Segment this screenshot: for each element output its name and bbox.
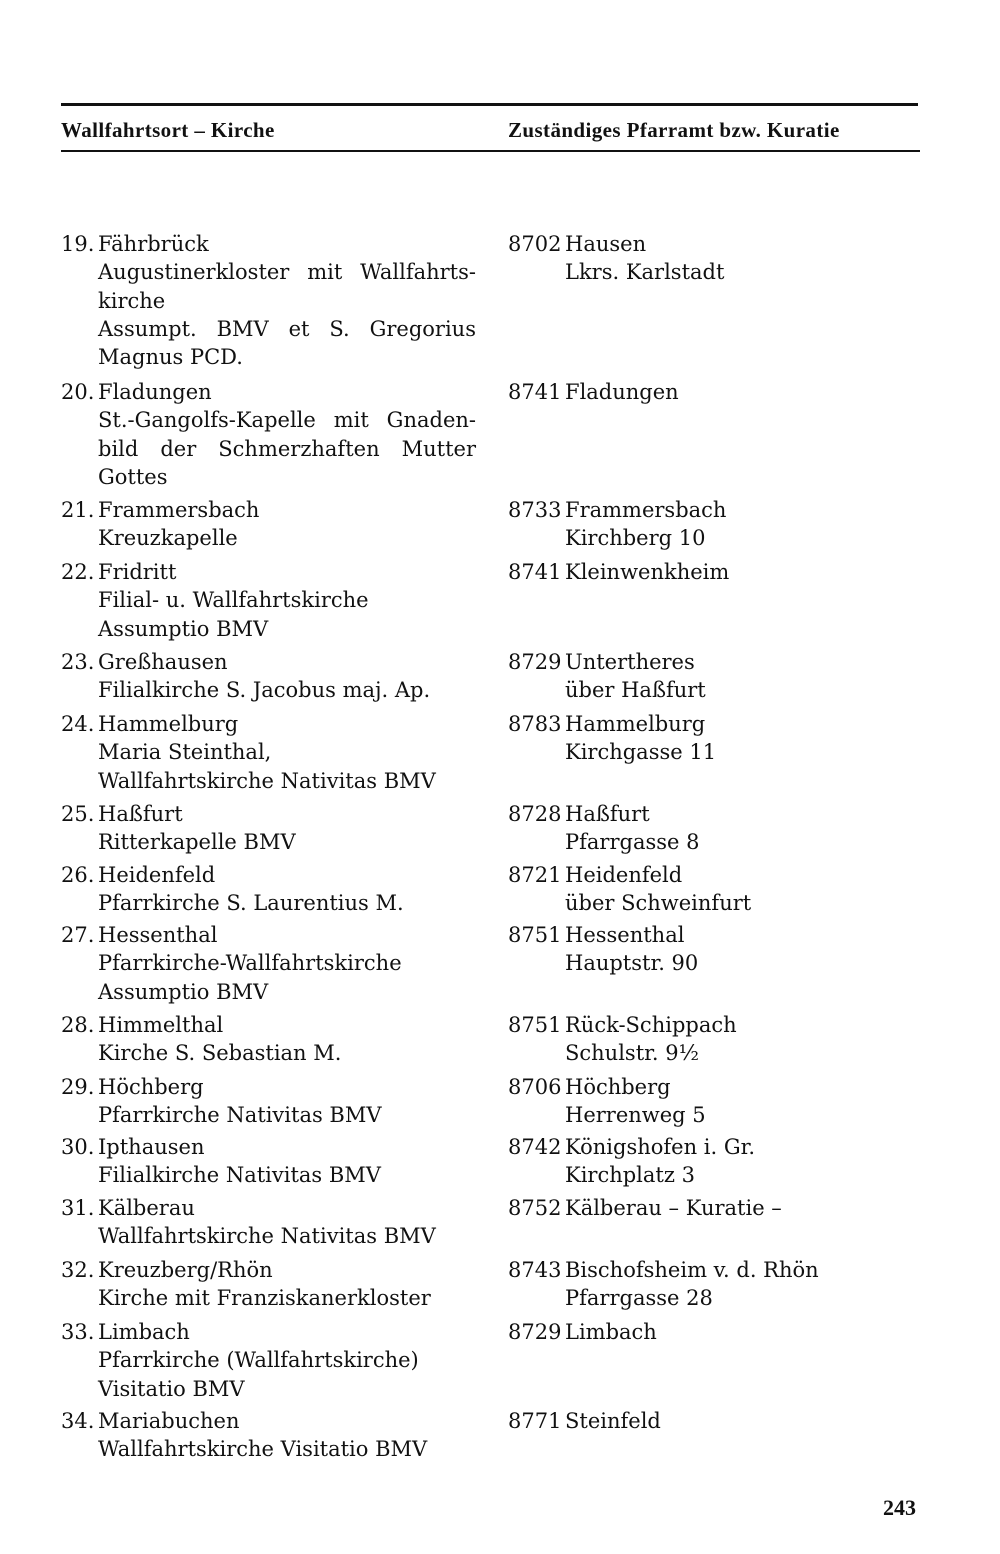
- entry-site-detail: Assumpt. BMV et S. Gregorius: [98, 316, 476, 341]
- column-header-parish-office: Zuständiges Pfarramt bzw. Kuratie: [508, 118, 840, 142]
- entry-site-description: [98, 648, 476, 705]
- entry-parish-address: [565, 230, 925, 287]
- entry-parish-town: Hausen: [565, 232, 647, 256]
- entry-parish-address: [565, 1011, 925, 1068]
- entry-parish-address: [565, 710, 925, 767]
- entry-postal-code: 8706: [508, 1075, 562, 1099]
- entry-parish-street: Kirchplatz 3: [565, 1163, 695, 1188]
- entry-site-description: [98, 1407, 476, 1464]
- entry-postal-code: 8729: [508, 650, 562, 674]
- entry-parish-town: Untertheres: [565, 650, 695, 674]
- entry-number: 26.: [61, 863, 95, 887]
- entry-site-name: Hessenthal: [98, 923, 218, 947]
- entry-site-detail: Filialkirche S. Jacobus maj. Ap.: [98, 678, 431, 703]
- entry-site-detail: bild der Schmerzhaften Mutter: [98, 436, 476, 461]
- entry-site-description: [98, 1011, 476, 1068]
- entry-site-detail: Kirche S. Sebastian M.: [98, 1041, 342, 1066]
- entry-site-detail: Kirche mit Franziskanerkloster: [98, 1286, 431, 1311]
- entry-parish-street: Schulstr. 9½: [565, 1041, 699, 1066]
- entry-number: 29.: [61, 1075, 95, 1099]
- entry-site-name: Greßhausen: [98, 650, 228, 674]
- entry-site-name: Kreuzberg/Rhön: [98, 1258, 273, 1282]
- entry-postal-code: 8742: [508, 1135, 562, 1159]
- entry-site-detail: St.-Gangolfs-Kapelle mit Gnaden-: [98, 408, 476, 433]
- entry-postal-code: 8783: [508, 712, 562, 736]
- entry-number: 32.: [61, 1258, 95, 1282]
- entry-site-name: Kälberau: [98, 1196, 195, 1220]
- entry-site-detail: Pfarrkirche (Wallfahrtskirche): [98, 1348, 419, 1373]
- entry-site-detail: Pfarrkirche S. Laurentius M.: [98, 891, 404, 916]
- entry-postal-code: 8771: [508, 1409, 562, 1433]
- entry-site-detail: Augustinerkloster mit Wallfahrts-: [98, 260, 476, 285]
- entry-number: 22.: [61, 560, 95, 584]
- entry-parish-town: Rück-Schippach: [565, 1013, 737, 1037]
- entry-number: 30.: [61, 1135, 95, 1159]
- entry-parish-town: Kleinwenkheim: [565, 560, 730, 584]
- entry-site-detail: Gottes: [98, 464, 168, 489]
- entry-site-detail: Assumptio BMV: [98, 979, 269, 1004]
- entry-site-description: [98, 1073, 476, 1130]
- entry-parish-address: [565, 496, 925, 553]
- entry-site-detail: Visitatio BMV: [98, 1376, 245, 1401]
- page-number: 243: [883, 1495, 916, 1520]
- entry-site-detail: Kreuzkapelle: [98, 526, 238, 551]
- entry-parish-address: [565, 1133, 925, 1190]
- entry-number: 31.: [61, 1196, 95, 1220]
- entry-site-detail: Pfarrkirche Nativitas BMV: [98, 1103, 382, 1128]
- entry-parish-town: Haßfurt: [565, 802, 650, 826]
- entry-number: 33.: [61, 1320, 95, 1344]
- entry-site-name: Höchberg: [98, 1075, 204, 1099]
- entry-parish-town: Frammersbach: [565, 498, 727, 522]
- entry-site-name: Fährbrück: [98, 232, 209, 256]
- header-top-rule: [61, 103, 918, 106]
- entry-parish-street: Hauptstr. 90: [565, 951, 699, 976]
- entry-parish-town: Königshofen i. Gr.: [565, 1135, 756, 1159]
- entry-parish-address: [565, 558, 925, 586]
- entry-site-detail: kirche: [98, 288, 166, 313]
- entry-site-description: [98, 1133, 476, 1190]
- entry-parish-town: Bischofsheim v. d. Rhön: [565, 1258, 819, 1282]
- entry-site-name: Haßfurt: [98, 802, 183, 826]
- entry-number: 28.: [61, 1013, 95, 1037]
- entry-site-detail: Assumptio BMV: [98, 616, 269, 641]
- header-bottom-rule: [61, 150, 920, 152]
- entry-parish-town: Heidenfeld: [565, 863, 683, 887]
- entry-site-description: [98, 861, 476, 918]
- entry-site-name: Fladungen: [98, 380, 212, 404]
- entry-parish-street: über Schweinfurt: [565, 891, 752, 916]
- entry-parish-address: [565, 800, 925, 857]
- entry-number: 24.: [61, 712, 95, 736]
- entry-site-name: Limbach: [98, 1320, 190, 1344]
- entry-parish-town: Steinfeld: [565, 1409, 661, 1433]
- entry-postal-code: 8752: [508, 1196, 562, 1220]
- entry-site-detail: Pfarrkirche-Wallfahrtskirche: [98, 951, 402, 976]
- entry-site-description: [98, 1256, 476, 1313]
- entry-site-description: [98, 921, 476, 1006]
- entry-parish-address: [565, 1318, 925, 1346]
- entry-postal-code: 8702: [508, 232, 562, 256]
- entry-site-detail: Wallfahrtskirche Nativitas BMV: [98, 768, 436, 793]
- entry-parish-town: Höchberg: [565, 1075, 671, 1099]
- entry-site-description: [98, 496, 476, 553]
- entry-parish-street: Pfarrgasse 8: [565, 830, 700, 855]
- entry-site-detail: Filialkirche Nativitas BMV: [98, 1163, 381, 1188]
- entry-parish-street: Herrenweg 5: [565, 1103, 706, 1128]
- entry-parish-street: über Haßfurt: [565, 678, 706, 703]
- entry-parish-street: Kirchberg 10: [565, 526, 706, 551]
- entry-postal-code: 8741: [508, 380, 562, 404]
- entry-postal-code: 8743: [508, 1258, 562, 1282]
- entry-parish-street: Pfarrgasse 28: [565, 1286, 713, 1311]
- entry-site-detail: Ritterkapelle BMV: [98, 830, 296, 855]
- column-header-pilgrimage-site: Wallfahrtsort – Kirche: [61, 118, 275, 142]
- entry-parish-address: [565, 861, 925, 918]
- entry-site-detail: Wallfahrtskirche Nativitas BMV: [98, 1224, 436, 1249]
- entry-site-name: Mariabuchen: [98, 1409, 240, 1433]
- entry-number: 21.: [61, 498, 95, 522]
- entry-postal-code: 8721: [508, 863, 562, 887]
- entry-postal-code: 8729: [508, 1320, 562, 1344]
- entry-parish-town: Hammelburg: [565, 712, 706, 736]
- entry-site-name: Frammersbach: [98, 498, 260, 522]
- entry-parish-address: [565, 378, 925, 406]
- entry-site-name: Hammelburg: [98, 712, 239, 736]
- entry-postal-code: 8751: [508, 923, 562, 947]
- entry-site-description: [98, 378, 476, 491]
- entry-site-detail: Wallfahrtskirche Visitatio BMV: [98, 1437, 428, 1462]
- entry-site-description: [98, 558, 476, 643]
- entry-parish-town: Fladungen: [565, 380, 679, 404]
- entry-postal-code: 8728: [508, 802, 562, 826]
- entry-site-description: [98, 800, 476, 857]
- entry-site-detail: Maria Steinthal,: [98, 740, 272, 765]
- entry-postal-code: 8751: [508, 1013, 562, 1037]
- entry-parish-address: [565, 1073, 925, 1130]
- entry-site-description: [98, 710, 476, 795]
- entry-parish-street: Lkrs. Karlstadt: [565, 260, 725, 285]
- entry-number: 19.: [61, 232, 95, 256]
- entry-site-description: [98, 1194, 476, 1251]
- entry-parish-town: Hessenthal: [565, 923, 685, 947]
- entry-site-description: [98, 230, 476, 371]
- entry-number: 25.: [61, 802, 95, 826]
- entry-site-description: [98, 1318, 476, 1403]
- entry-site-name: Fridritt: [98, 560, 177, 584]
- entry-number: 27.: [61, 923, 95, 947]
- entry-postal-code: 8733: [508, 498, 562, 522]
- entry-parish-address: [565, 1407, 925, 1435]
- entry-parish-address: [565, 648, 925, 705]
- entry-number: 20.: [61, 380, 95, 404]
- entry-parish-address: [565, 1194, 925, 1222]
- entry-site-name: Himmelthal: [98, 1013, 224, 1037]
- entry-parish-address: [565, 1256, 925, 1313]
- entry-site-detail: Magnus PCD.: [98, 345, 243, 370]
- entry-site-name: Ipthausen: [98, 1135, 205, 1159]
- entry-site-name: Heidenfeld: [98, 863, 216, 887]
- entry-parish-town: Kälberau – Kuratie –: [565, 1196, 782, 1220]
- entry-number: 34.: [61, 1409, 95, 1433]
- entry-parish-street: Kirchgasse 11: [565, 740, 717, 765]
- entry-site-detail: Filial- u. Wallfahrtskirche: [98, 588, 369, 613]
- entry-parish-address: [565, 921, 925, 978]
- entry-parish-town: Limbach: [565, 1320, 657, 1344]
- entry-postal-code: 8741: [508, 560, 562, 584]
- entry-number: 23.: [61, 650, 95, 674]
